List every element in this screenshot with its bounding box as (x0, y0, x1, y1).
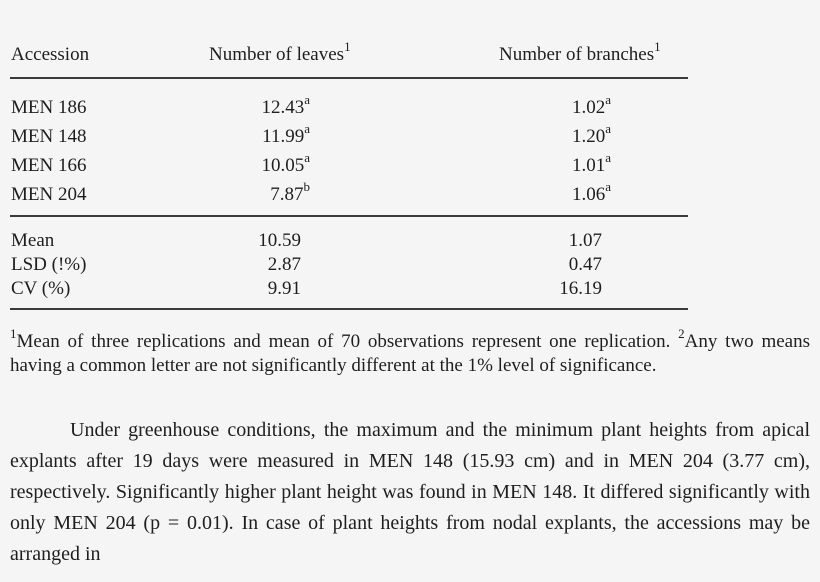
summary-row-lsd (10, 253, 688, 277)
header-branches-footnote-mark: 1 (654, 38, 661, 54)
leaves-value: 7.87 (270, 184, 304, 205)
results-table (10, 40, 688, 310)
accession-cell: MEN 204 (11, 184, 87, 205)
header-number-of-branches (499, 40, 661, 70)
accession-cell: MEN 148 (11, 126, 87, 147)
branches-value: 1.20 (571, 126, 606, 147)
significance-letter: a (605, 120, 611, 136)
leaves-cell (261, 151, 310, 180)
significance-letter: a (605, 178, 611, 194)
summary-leaves: 9.91 (267, 278, 301, 299)
summary-branches: 0.47 (568, 254, 602, 275)
table-footnote (10, 325, 810, 378)
footnote-mark-1: 1 (10, 325, 17, 341)
summary-branches: 16.19 (559, 278, 602, 299)
branches-cell (572, 180, 611, 209)
leaves-cell (262, 122, 310, 151)
header-number-of-leaves (209, 40, 351, 70)
table-row (10, 151, 688, 180)
summary-row-cv (10, 277, 688, 301)
body-paragraph: Under greenhouse conditions, the maximum and the minimum plant heights from apical explants after 19 days were measured in MEN 148 (15.93 cm) and in MEN 204 (3.77 cm), respectively. Significantly higher plant height was found in MEN 148. It differed significantly with only MEN 204 (p = 0.01). In case of plant heights from nodal explants, the accessions may be arranged in (10, 419, 810, 565)
summary-row-mean (10, 229, 688, 253)
footnote-mark-2: 2 (678, 325, 685, 341)
bottom-rule (10, 308, 688, 310)
summary-leaves: 2.87 (267, 254, 301, 275)
table-row (10, 93, 688, 122)
header-branches-label: Number of branches (499, 44, 655, 65)
summary-label: Mean (11, 230, 55, 251)
header-leaves-label: Number of leaves (209, 44, 345, 65)
significance-letter: b (303, 178, 310, 194)
summary-leaves: 10.59 (258, 230, 301, 251)
table-header-row (10, 40, 688, 70)
summary-branches: 1.07 (568, 230, 602, 251)
significance-letter: a (304, 91, 310, 107)
header-accession: Accession (11, 44, 90, 65)
branches-cell (572, 93, 611, 122)
summary-label: CV (%) (11, 278, 71, 299)
branches-value: 1.06 (571, 184, 606, 205)
branches-cell (572, 151, 611, 180)
significance-letter: a (605, 91, 611, 107)
summary-label: LSD (!%) (11, 254, 87, 275)
significance-letter: a (304, 120, 310, 136)
table-row (10, 180, 688, 209)
leaves-value: 12.43 (261, 97, 305, 118)
leaves-value: 10.05 (261, 155, 305, 176)
header-leaves-footnote-mark: 1 (344, 38, 351, 54)
leaves-cell (270, 180, 310, 209)
branches-value: 1.02 (571, 97, 606, 118)
table-row (10, 122, 688, 151)
significance-letter: a (605, 149, 611, 165)
significance-letter: a (304, 149, 310, 165)
branches-cell (572, 122, 611, 151)
branches-value: 1.01 (571, 155, 606, 176)
accession-cell: MEN 186 (11, 97, 87, 118)
leaves-cell (261, 93, 310, 122)
footnote-text-1: Mean of three replications and mean of 70 observations represent one replication. (16, 331, 679, 352)
accession-cell: MEN 166 (11, 155, 87, 176)
leaves-value: 11.99 (262, 126, 305, 147)
footnote-text-2: Any two means having a common letter are not significantly different at the 1% level of significance. (10, 331, 810, 376)
